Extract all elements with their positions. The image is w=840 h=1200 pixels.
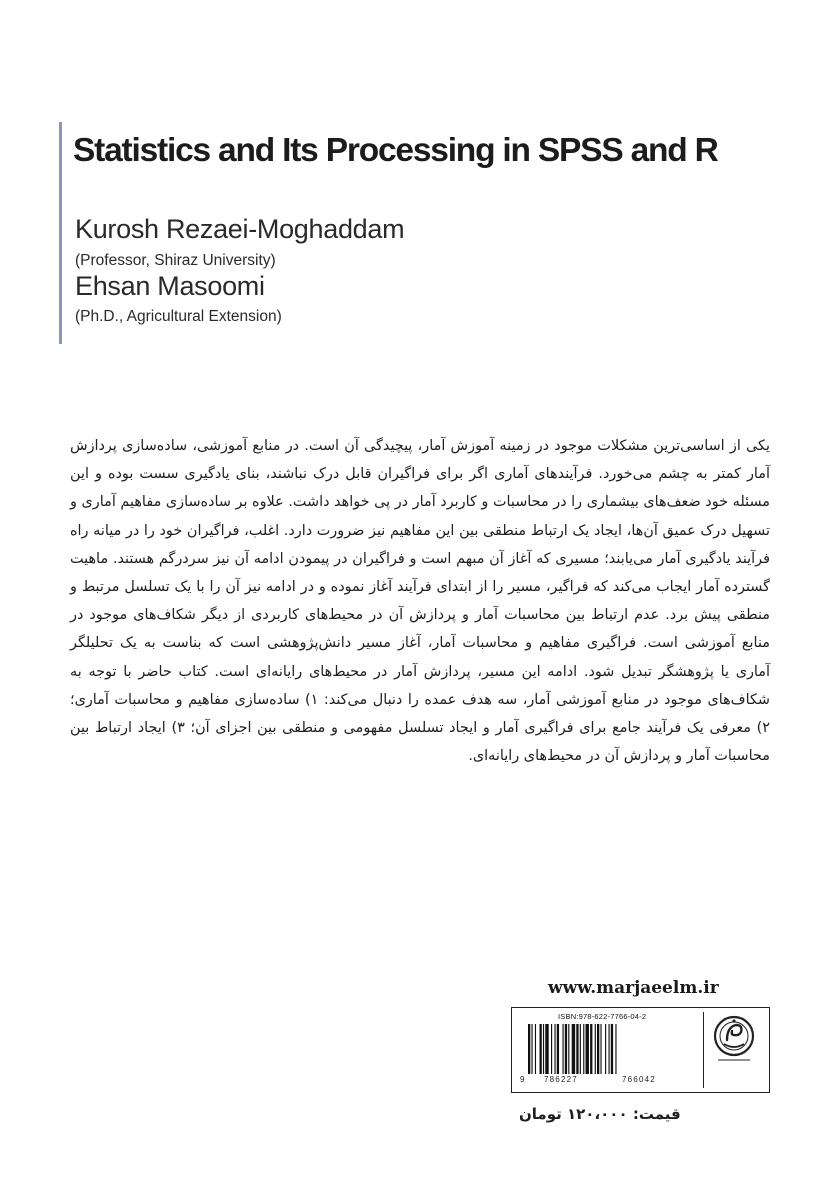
isbn-left-digits: 786227 [544,1075,578,1084]
author-name-2: Ehsan Masoomi [75,271,265,301]
isbn-right-digits: 766042 [622,1075,656,1084]
publisher-website: www.marjaeelm.ir [548,978,719,998]
barcode [518,1012,697,1088]
author-affiliation-1: (Professor, Shiraz University) [75,252,276,269]
isbn-barcode-box [511,1007,770,1093]
publisher-logo-area [703,1012,764,1088]
author-name-1: Kurosh Rezaei-Moghaddam [75,214,405,244]
barcode-bars [528,1024,688,1074]
isbn-lead-digit: 9 [520,1075,525,1084]
book-summary: یکی از اساسی‌ترین مشکلات موجود در زمینه آموزش آمار، پیچیدگی آن است. در منابع آموزشی، ساده‌سازی پردازش آمار کمتر به چشم می‌خورد. فرآیندهای آماری اگر برای فراگیران قابل درک نباشند، بنای یادگیری سست بوده و این مسئله خود ضعف‌های بیشماری را در محاسبات و کاربرد آمار در پی خواهد داشت. علاوه بر ساده‌سازی مفاهیم آماری و تسهیل درک عمیق آن‌ها، ایجاد یک ارتباط منطقی بین این مفاهیم نیز ضرورت دارد. اغلب، فراگیران خود را در میانه راه فرآیند یادگیری آمار می‌یابند؛ مسیری که آغاز آن مبهم است و فراگیران در پیمودن ادامه آن نیز سردرگم هستند. ماهیت گسترده آمار ایجاب می‌کند که فراگیر، مسیر را از ابتدای فرآیند آغاز نموده و در ادامه نیز آن را با یک تسلسل مرتبط و منطقی پیش برد. عدم ارتباط بین محاسبات آمار و پردازش آن در محیط‌های کاربردی از دیگر شکاف‌های موجود در منابع آموزشی است. فراگیری مفاهیم و محاسبات آمار، آغاز مسیر دانش‌پژوهشی است که بناست به یک تحلیلگر آماری یا پژوهشگر تبدیل شود. ادامه این مسیر، پردازش آمار در محیط‌های رایانه‌ای است. کتاب حاضر با توجه به شکاف‌های موجود در منابع آموزشی آمار، سه هدف عمده را دنبال می‌کند: ۱) ساده‌سازی مفاهیم و محاسبات آماری؛ ۲) معرفی یک فرآیند جامع برای فراگیری آمار و ایجاد تسلسل مفهومی و منطقی بین اجزای آن؛ ۳) ایجاد ارتباط بین محاسبات آمار و پردازش آن در محیط‌های رایانه‌ای. [70,438,770,765]
accent-vertical-line [59,122,62,344]
isbn-label: ISBN:978-622-7766-04-2 [558,1012,647,1021]
price-label: قیمت: ۱۲۰،۰۰۰ تومان [519,1105,681,1123]
book-title: Statistics and Its Processing in SPSS and R [73,132,718,169]
author-affiliation-2: (Ph.D., Agricultural Extension) [75,308,282,325]
publisher-logo-icon [710,1014,758,1070]
